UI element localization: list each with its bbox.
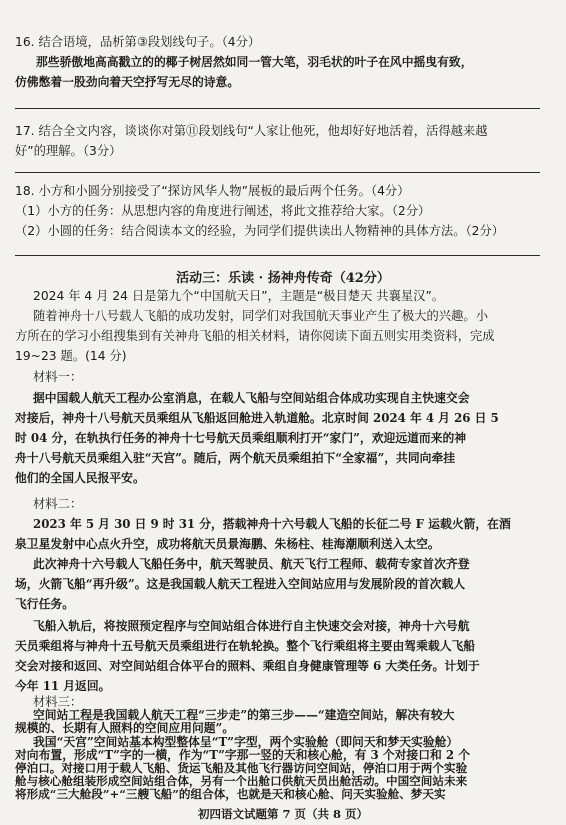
material-1-line-4: 舟十八号航天员乘组入驻“天宫”。随后，两个航天员乘组拍下“全家福”，共同向牵挂	[15, 451, 456, 465]
material-2-line-5: 飞行任务。	[15, 597, 74, 611]
material-2-line-2: 泉卫星发射中心点火升空，成功将航天员景海鹏、朱杨柱、桂海潮顺利送入太空。	[15, 537, 440, 551]
material-3-line-4: 对向布置，形成“T”字的一横，作为“T”字那一竖的天和核心舱，有 3 个对接口和 2 个	[15, 748, 471, 762]
material-2-line-3: 此次神舟十六号载人飞船任务中，航天驾驶员、航天飞行工程师、载荷专家首次齐登	[33, 557, 470, 571]
material-2-line-7: 天员乘组将与神舟十五号航天员乘组进行在轨轮换。整个飞行乘组将主要由驾乘载人飞船	[15, 639, 476, 653]
material-3-line-1: 空间站工程是我国载人航天工程“三步走”的第三步——“建造空间站，解决有较大	[33, 708, 455, 722]
material-3-line-6: 舱与核心舱组装形成空间站组合体，另有一个出舱口供航天员出舱活动。中国空间站未来	[15, 774, 468, 788]
question-16-prompt: 16. 结合语境，品析第③段划线句子。（4分）	[15, 35, 261, 49]
material-1-heading: 材料一：	[33, 370, 83, 384]
answer-line	[15, 108, 540, 109]
question-17-line-1: 17. 结合全文内容，谈谈你对第⑪段划线句“人家让他死，他却好好地活着，活得越来越	[15, 124, 488, 138]
material-2-line-4: 场，火箭飞船“再升级”。这是我国载人航天工程进入空间站应用与发展阶段的首次载人	[15, 577, 466, 591]
material-2-line-8: 交会对接和返回、对空间站组合体平台的照料、乘组自身健康管理等 6 大类任务。计划于	[15, 659, 480, 673]
activity-3-title: 活动三：乐读 · 扬神舟传奇（42分）	[176, 271, 390, 286]
question-16-quote-line-2: 仿佛憋着一股劲向着天空抒写无尽的诗意。	[15, 75, 240, 89]
material-3-line-3: 我国“天宫”空间站基本构型整体呈“T”字型，两个实验舱（即问天和梦天实验舱）	[33, 735, 459, 749]
question-18-line-1: 18. 小方和小圆分别接受了“探访风华人物”展板的最后两个任务。（4分）	[15, 184, 410, 198]
page-footer: 初四语文试题第 7 页（共 8 页）	[197, 807, 369, 821]
material-2-line-1: 2023 年 5 月 30 日 9 时 31 分，搭载神舟十六号载人飞船的长征二号 F 运载火箭，在酒	[33, 517, 511, 531]
material-3-heading: 材料三：	[33, 695, 83, 709]
material-2-heading: 材料二：	[33, 497, 83, 511]
question-18-line-2: （1）小方的任务：从思想内容的角度进行阐述，将此文推荐给大家。（2分）	[15, 204, 431, 218]
material-1-line-2: 对接后，神舟十八号航天员乘组从飞船返回舱进入轨道舱。北京时间 2024 年 4 月 26 日 5	[15, 411, 499, 425]
material-2-line-6: 飞船入轨后，将按照预定程序与空间站组合体进行自主快速交会对接，神舟十六号航	[33, 619, 470, 633]
material-2-line-9: 今年 11 月返回。	[15, 679, 111, 693]
answer-line	[15, 172, 540, 173]
question-18-line-3: （2）小圆的任务：结合阅读本文的经验，为同学们提供读出人物精神的具体方法。（2分）	[15, 224, 505, 238]
activity-3-intro-line-2: 随着神舟十八号载人飞船的成功发射，同学们对我国航天事业产生了极大的兴趣。小	[33, 309, 488, 323]
material-3-line-2: 规模的、长期有人照料的空间应用问题”。	[15, 721, 235, 735]
material-1-line-5: 他们的全国人民报平安。	[15, 471, 145, 485]
activity-3-intro-line-4: 19~23 题。(14 分)	[15, 349, 127, 363]
material-3-line-5: 停泊口。对接口用于载人飞船、货运飞船及其他飞行器访问空间站，停泊口用于两个实验	[15, 761, 468, 775]
answer-line	[15, 255, 540, 256]
activity-3-intro-line-1: 2024 年 4 月 24 日是第九个“中国航天日”，主题是“极目楚天 共襄星汉”。	[33, 289, 445, 303]
material-3-line-7: 将形成“三大舱段”+“三艘飞船”的组合体，也就是天和核心舱、问天实验舱、梦天实	[15, 787, 446, 801]
material-1-line-3: 时 04 分，在轨执行任务的神舟十七号航天员乘组顺利打开“家门”，欢迎远道而来的神	[15, 431, 467, 445]
activity-3-intro-line-3: 方所在的学习小组搜集到有关神舟飞船的相关材料，请你阅读下面五则实用类资料，完成	[15, 329, 495, 343]
question-17-line-2: 好”的理解。（3分）	[15, 144, 122, 158]
question-16-quote-line-1: 那些骄傲地高高戳立的的椰子树居然如同一管大笔，羽毛状的叶子在风中摇曳有致，	[36, 55, 473, 69]
material-1-line-1: 据中国载人航天工程办公室消息，在载人飞船与空间站组合体成功实现自主快速交会	[33, 391, 470, 405]
